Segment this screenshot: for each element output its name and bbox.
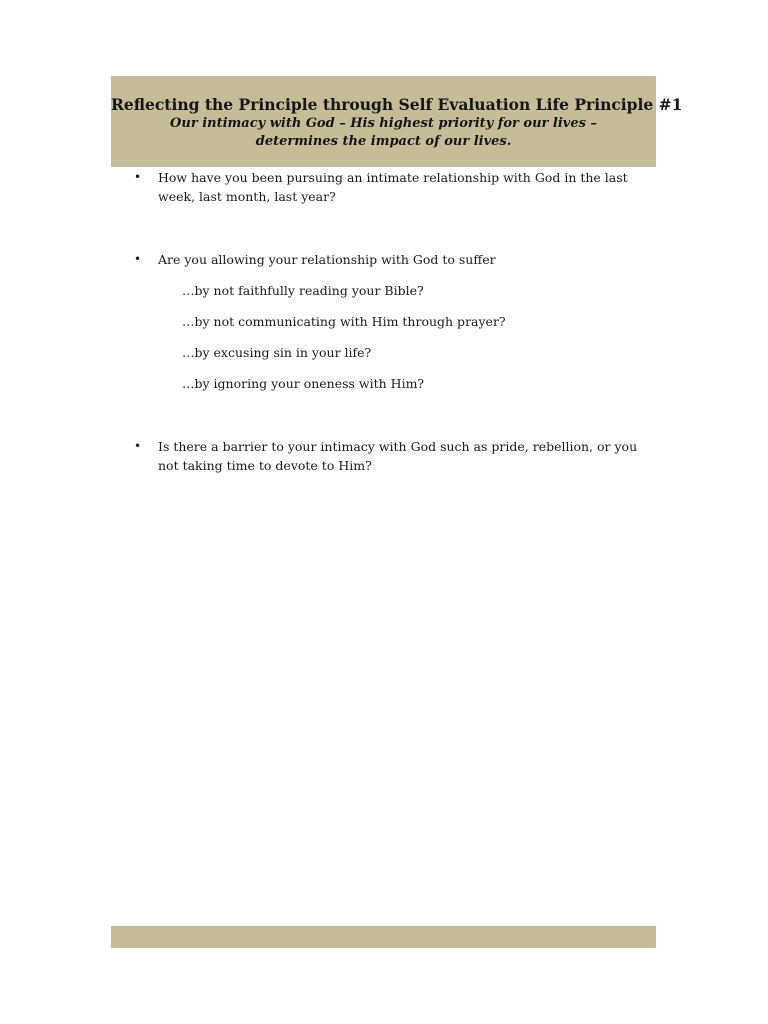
question-1: How have you been pursuing an intimate relationship with God in the last week, last month, last year? [158,170,628,204]
header-band [111,76,683,167]
principle-subtitle-line-1: Our intimacy with God – His highest priority for our lives – [170,116,597,131]
question-2-sub-item-3: …by excusing sin in your life? [182,345,372,360]
question-2-sub-item-1: …by not faithfully reading your Bible? [182,283,424,298]
bullet-icon: • [134,252,142,266]
question-3: Is there a barrier to your intimacy with God such as pride, rebellion, or you not taking time to devote to Him? [158,439,638,473]
document-title: Reflecting the Principle through Self Evaluation Life Principle #1 [111,95,683,114]
question-2: Are you allowing your relationship with God to suffer [158,252,496,267]
question-2-sub-item-2: …by not communicating with Him through prayer? [182,314,506,329]
bullet-icon: • [134,170,142,184]
question-2-sub-item-4: …by ignoring your oneness with Him? [182,376,425,391]
bullet-icon: • [134,439,142,453]
footer-band [111,926,656,948]
principle-subtitle-line-2: determines the impact of our lives. [255,134,512,149]
